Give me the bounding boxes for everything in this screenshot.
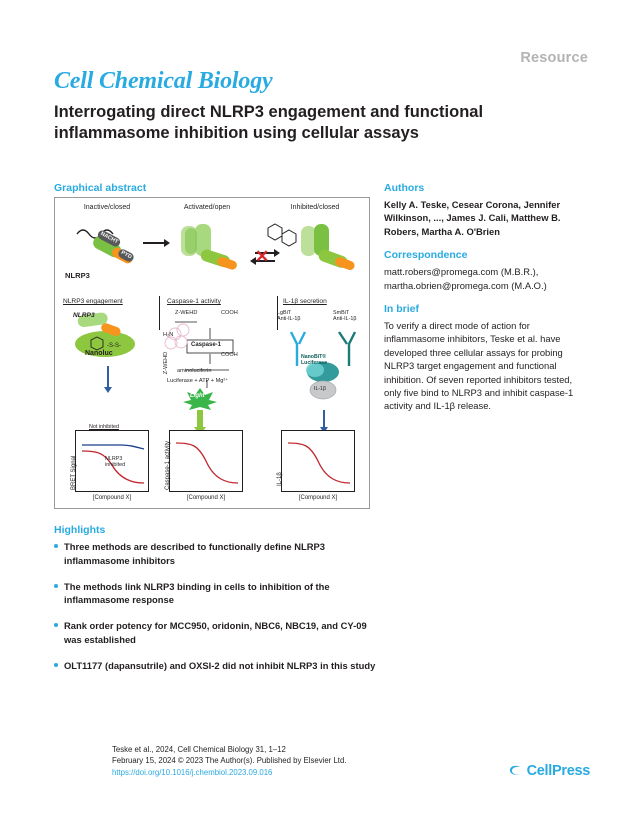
nlrp3-inactive-glyph	[71, 224, 151, 266]
light-burst-icon	[177, 388, 223, 412]
bret-curve-label-not-inhibited: Not inhibited	[89, 424, 119, 430]
page-title: Interrogating direct NLRP3 engagement and functional inflammasome inhibition using cellular assays	[54, 103, 484, 142]
caspase-reaction-label: Luciferase + ATP + Mg²⁺	[167, 378, 229, 384]
il1b-analyte-label: IL-1β	[314, 386, 326, 392]
in-brief-text: To verify a direct mode of action for inflammasome inhibitors, Teske et al. have developed three cellular assays for probing NLRP3 target engagement and functional inhibition. Of seven reported inhibitors tested, only five bind to NLRP3 and inhibit caspase-1 activity and IL-1β release.	[384, 320, 574, 412]
list-item	[54, 580, 384, 607]
bullet-icon	[54, 659, 64, 673]
caspase-reaction-schematic	[163, 310, 273, 400]
resource-tag: Resource	[520, 50, 588, 66]
correspondence-block	[384, 249, 584, 292]
engagement-down-arrow-icon	[107, 366, 109, 388]
panel-title-il1b: IL-1β secretion	[283, 298, 327, 305]
authors-heading: Authors	[384, 182, 425, 194]
in-brief-block	[384, 303, 584, 413]
nlrp3-inhibited-glyph	[295, 222, 365, 270]
bret-plot-x-label: [Compound X]	[92, 495, 132, 501]
graphical-abstract-heading: Graphical abstract	[54, 182, 147, 194]
cellpress-logo[interactable]	[507, 763, 590, 779]
ga-column-head-activated: Activated/open	[183, 204, 231, 211]
highlight-text: The methods link NLRP3 binding in cells to inhibition of the inflammasome response	[64, 580, 330, 606]
caspase-plot	[169, 430, 243, 492]
smbit-antibody-label: SmBiT Anti-IL-1β	[333, 310, 357, 322]
caspase-plot-y-label: Caspase-1 activity	[165, 440, 171, 490]
journal-title: Cell Chemical Biology	[54, 68, 273, 94]
highlight-text: Rank order potency for MCC950, oridonin, NBC6, NBC19, and CY-09 was established	[64, 620, 367, 645]
panel-title-caspase: Caspase-1 activity	[167, 298, 221, 305]
svg-text:-S-S-: -S-S-	[107, 343, 121, 349]
pyd-label-pill: PYD	[117, 248, 135, 263]
bullet-icon	[54, 619, 64, 646]
bullet-icon	[54, 540, 64, 567]
footer-doi-link[interactable]: https://doi.org/10.1016/j.chembiol.2023.09.016	[112, 767, 273, 777]
caspase-enzyme-label: Caspase-1	[191, 342, 222, 348]
caspase-down-arrow-icon	[197, 410, 203, 428]
caspase-substrate-top-label: Z-WEHD	[175, 310, 198, 316]
authors-block	[384, 182, 584, 238]
caspase-cooh-top-label: COOH	[221, 310, 238, 316]
list-item	[54, 659, 384, 673]
nanobit-luciferase-label: NanoBiT® Luciferase	[301, 354, 327, 366]
nlrp3-label: NLRP3	[65, 271, 90, 280]
cellpress-wordmark: CellPress	[526, 763, 590, 779]
footer-citation: Teske et al., 2024, Cell Chemical Biology 31, 1–12	[112, 745, 286, 754]
il1b-plot	[281, 430, 355, 492]
footer-citation-block	[112, 744, 492, 778]
il1b-plot-y-label: IL-1β	[277, 472, 283, 486]
caspase-substrate-left-label: Z-WEHD	[163, 351, 170, 375]
bret-curve-label-inhibited: NLRP3 inhibited	[105, 456, 126, 468]
il1b-plot-x-label: [Compound X]	[298, 495, 338, 501]
il1b-down-arrow-icon	[323, 410, 325, 428]
bullet-icon	[54, 580, 64, 607]
nanoluc-label: Nanoluc	[85, 350, 113, 357]
nacht-label-pill: NACHT	[96, 229, 121, 248]
list-item	[54, 619, 384, 646]
bret-plot-y-label: BRET Signal	[71, 455, 77, 490]
list-item	[54, 540, 384, 567]
highlights-list	[54, 540, 384, 685]
nlrp3-italic-label: NLRP3	[73, 312, 95, 319]
correspondence-heading: Correspondence	[384, 249, 468, 262]
panel-divider-1	[159, 296, 160, 330]
nlrp3-activated-glyph	[173, 222, 247, 270]
correspondence-emails[interactable]: matt.robers@promega.com (M.B.R.), martha.obrien@promega.com (M.A.O.)	[384, 266, 547, 291]
highlight-text: OLT1177 (dapansutrile) and OXSI-2 did not inhibit NLRP3 in this study	[64, 660, 376, 672]
light-label: Light	[190, 393, 205, 399]
highlight-text: Three methods are described to functionally define NLRP3 inflammasome inhibitors	[64, 541, 325, 566]
caspase-product-label: aminoluciferin	[177, 368, 212, 374]
graphical-abstract-figure	[54, 197, 370, 509]
panel-title-engagement: NLRP3 engagement	[63, 298, 123, 305]
il1b-nanobit-schematic	[277, 310, 367, 406]
cellpress-swirl-icon	[507, 763, 523, 779]
in-brief-heading: In brief	[384, 303, 420, 316]
authors-list: Kelly A. Teske, Cesear Corona, Jennifer Wilkinson, ..., James J. Cali, Matthew B. Robers, Martha A. O'Brien	[384, 199, 561, 237]
article-meta-column	[384, 182, 584, 424]
lgbit-antibody-label: LgBiT Anti-IL-1β	[277, 310, 301, 322]
blocked-x-icon: ✕	[255, 247, 270, 266]
ga-column-head-inactive: Inactive/closed	[83, 204, 131, 211]
footer-date-line: February 15, 2024 © 2023 The Author(s). Published by Elsevier Ltd.	[112, 756, 347, 766]
activation-arrow-icon	[143, 242, 165, 244]
caspase-h2n-label: H₂N	[163, 332, 174, 338]
ga-column-head-inhibited: Inhibited/closed	[290, 204, 340, 211]
caspase-plot-x-label: [Compound X]	[186, 495, 226, 501]
highlights-heading: Highlights	[54, 524, 106, 536]
caspase-cooh-mid-label: COOH	[221, 352, 238, 358]
